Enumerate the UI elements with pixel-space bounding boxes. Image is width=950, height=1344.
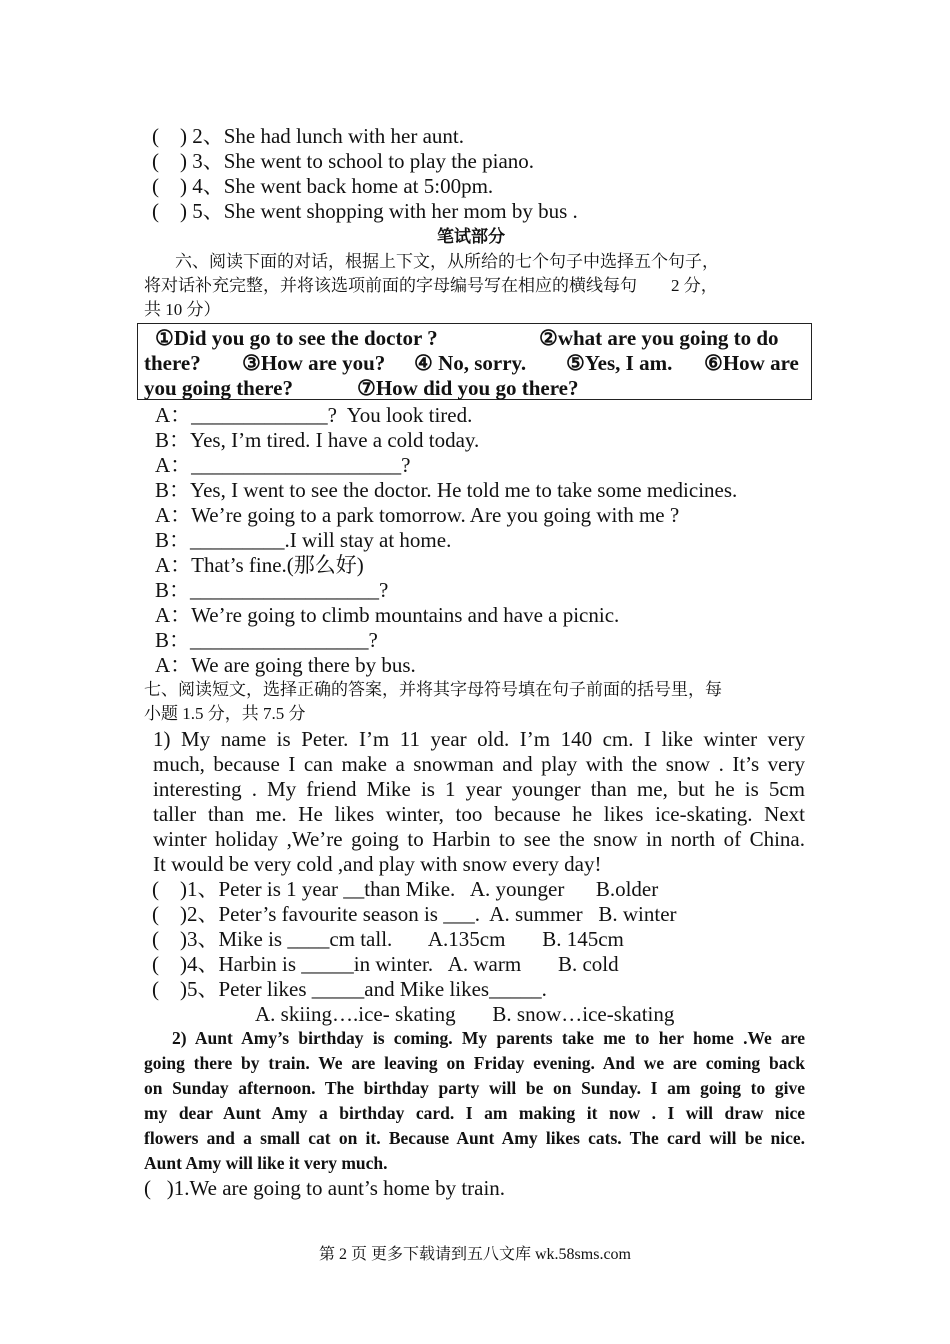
dialogue-line	[155, 428, 479, 453]
dialogue-speaker: B：	[155, 528, 191, 552]
option-5: ⑤Yes, I am.	[566, 351, 673, 375]
dialogue-speaker: A：	[155, 403, 192, 427]
dialogue-text: ?	[379, 578, 389, 602]
dialogue-speaker: A：	[155, 653, 192, 677]
question-item: ( )5、Peter likes _____and Mike likes_____.	[152, 977, 547, 1001]
dialogue-text: ? You look tired.	[327, 403, 473, 427]
page-footer: 第 2 页 更多下载请到五八文库 wk.58sms.com	[318, 1246, 631, 1263]
passage2-line: 2) Aunt Amy’s birthday is coming. My parents take me to her home .We are	[172, 1028, 805, 1048]
dialogue-line	[155, 578, 388, 603]
section6-instruction-line3: 共 10 分）	[144, 300, 221, 319]
dialogue-text: .I will stay at home.	[284, 528, 452, 552]
dialogue-text: We’re going to climb mountains and have a picnic.	[191, 603, 620, 627]
answer-blank[interactable]: ____________________?	[191, 453, 411, 477]
dialogue-speaker: A：	[155, 603, 192, 627]
dialogue-text: ?	[368, 628, 378, 652]
dialogue-speaker: B：	[155, 628, 191, 652]
section6-instruction-line1: 六、阅读下面的对话，根据上下文，从所给的七个句子中选择五个句子，	[175, 252, 719, 271]
option-7: ⑦How did you go there?	[357, 376, 579, 400]
answer-blank[interactable]: _____________	[191, 403, 328, 427]
dialogue-speaker: A：	[155, 503, 192, 527]
dialogue-line	[155, 503, 679, 528]
answer-blank[interactable]: _________	[190, 528, 285, 552]
option-4: ④ No, sorry.	[414, 351, 527, 375]
dialogue-line	[155, 403, 472, 428]
option-3: ③How are you?	[242, 351, 386, 375]
dialogue-text: That’s fine.(那么好)	[191, 553, 364, 577]
passage2-line: on Sunday afternoon. The birthday party will be on Sunday. I am going to give	[144, 1078, 805, 1098]
dialogue-speaker: A：	[155, 553, 192, 577]
passage1-line: interesting . My friend Mike is 1 year younger than me, but he is 5cm	[153, 777, 805, 801]
section7-instruction-line1: 七、阅读短文，选择正确的答案，并将其字母符号填在句子前面的括号里，每	[144, 680, 722, 699]
section7-instruction-line2: 小题 1.5 分，共 7.5 分	[144, 704, 306, 723]
written-heading: 笔试部分	[437, 227, 505, 246]
listen-item-2: ( ) 2、She had lunch with her aunt.	[152, 124, 465, 148]
answer-blank[interactable]: __________________	[190, 578, 380, 602]
listen-item-5: ( ) 5、She went shopping with her mom by bus .	[152, 199, 578, 223]
listen-item-4: ( ) 4、She went back home at 5:00pm.	[152, 174, 494, 198]
dialogue-speaker: B：	[155, 478, 191, 502]
dialogue-line	[155, 603, 619, 628]
passage1-line: It would be very cold ,and play with snow every day!	[153, 852, 602, 876]
question-item: ( )1、Peter is 1 year __than Mike. A. younger B.older	[152, 877, 659, 901]
passage1-line: winter holiday ,We’re going to Harbin to see the snow in north of China.	[153, 827, 805, 851]
question-item: ( )4、Harbin is _____in winter. A. warm B. cold	[152, 952, 619, 976]
answer-blank[interactable]: _________________	[190, 628, 369, 652]
passage2-line: flowers and a small cat on it. Because Aunt Amy likes cats. The card will be nice.	[144, 1128, 805, 1148]
dialogue-speaker: B：	[155, 578, 191, 602]
dialogue-line	[155, 478, 737, 503]
question-item: ( )3、Mike is ____cm tall. A.135cm B. 145cm	[152, 927, 624, 951]
option-2: ②what are you going to do	[539, 326, 779, 350]
passage1-line: 1) My name is Peter. I’m 11 year old. I’m 140 cm. I like winter very	[153, 727, 805, 751]
dialogue-text: We are going there by bus.	[191, 653, 416, 677]
dialogue-text: Yes, I went to see the doctor. He told me to take some medicines.	[190, 478, 738, 502]
passage2-line: going there by train. We are leaving on Friday evening. And we are coming back	[144, 1053, 805, 1073]
option-6: ⑥How are	[704, 351, 799, 375]
dialogue-text: We’re going to a park tomorrow. Are you going with me ?	[191, 503, 680, 527]
question-item: ( )2、Peter’s favourite season is ___. A. summer B. winter	[152, 902, 677, 926]
passage1-line: taller than me. He likes winter, too because he likes ice-skating. Next	[153, 802, 805, 826]
question-5-options: A. skiing….ice- skating B. snow…ice-skating	[255, 1002, 675, 1026]
question-item: ( )1.We are going to aunt’s home by train.	[144, 1176, 506, 1200]
passage2-line: Aunt Amy will like it very much.	[144, 1153, 388, 1173]
dialogue-line	[155, 653, 416, 678]
option-1: ①Did you go to see the doctor ?	[155, 326, 438, 350]
dialogue-line	[155, 628, 378, 653]
dialogue-text: Yes, I’m tired. I have a cold today.	[190, 428, 480, 452]
dialogue-line	[155, 553, 364, 578]
option-6-continued: you going there?	[144, 376, 293, 400]
passage1-line: much, because I can make a snowman and play with the snow . It’s very	[153, 752, 805, 776]
listen-item-3: ( ) 3、She went to school to play the piano.	[152, 149, 535, 173]
dialogue-speaker: A：	[155, 453, 192, 477]
dialogue-line	[155, 528, 451, 553]
dialogue-line	[155, 453, 411, 478]
passage2-line: my dear Aunt Amy a birthday card. I am making it now . I will draw nice	[144, 1103, 805, 1123]
dialogue-speaker: B：	[155, 428, 191, 452]
section6-instruction-line2: 将对话补充完整，并将该选项前面的字母编号写在相应的横线每句 2 分，	[144, 276, 718, 295]
option-2-continued: there?	[144, 351, 201, 375]
